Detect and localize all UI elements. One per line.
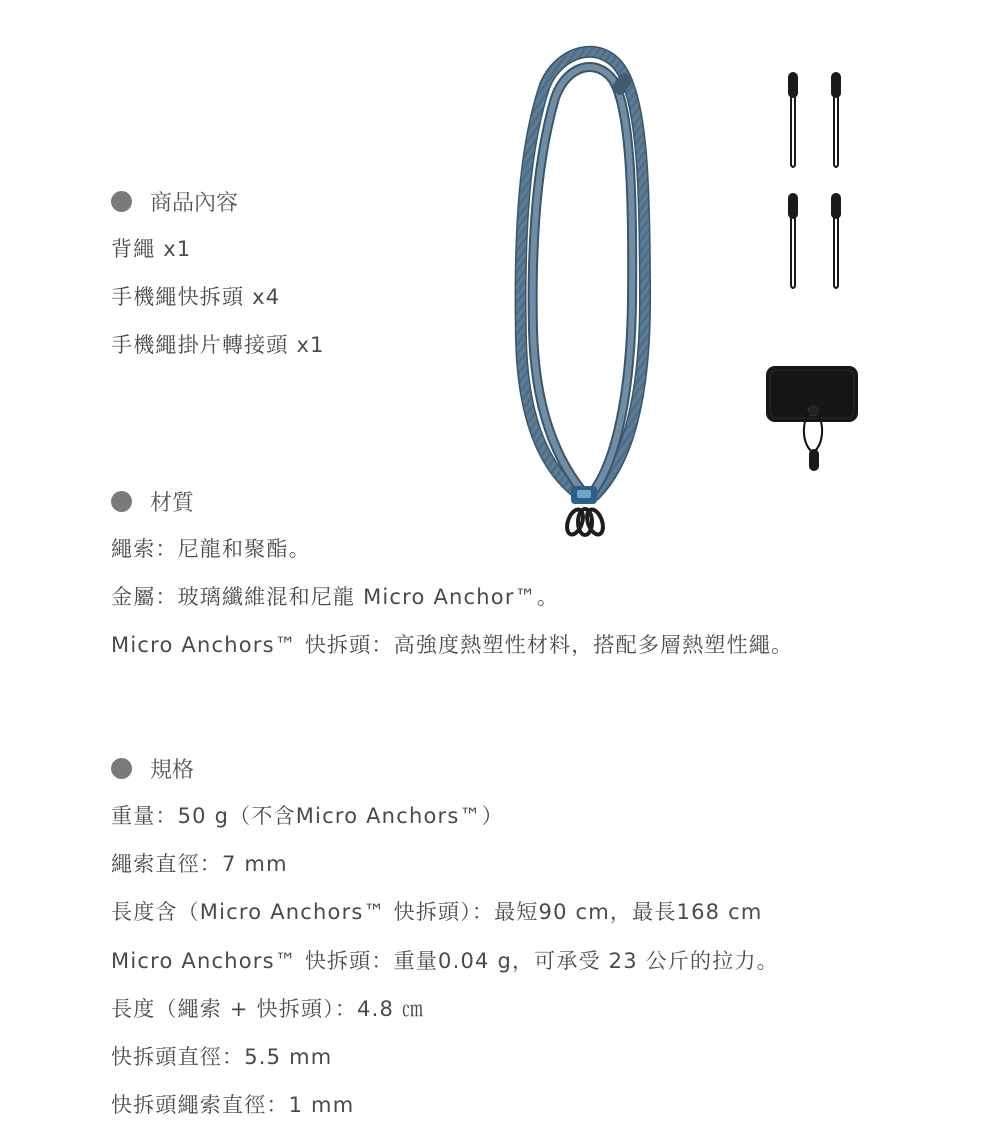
specs-heading (111, 753, 779, 783)
material-item: 繩索：尼龍和聚酯。 (111, 537, 311, 561)
spec-item: Micro Anchors™ 快拆頭：重量0.04 g，可承受 23 公斤的拉力。 (111, 948, 779, 973)
section-material (111, 486, 793, 670)
spec-item: 快拆頭繩索直徑：1 mm (111, 1093, 355, 1118)
bullet-icon (111, 491, 132, 512)
contents-list (111, 225, 325, 370)
section-contents (111, 186, 325, 370)
material-item: Micro Anchors™ 快拆頭：高強度熱塑性材料，搭配多層熱塑性繩。 (111, 633, 794, 658)
contents-item: 手機繩快拆頭 x4 (111, 285, 281, 310)
material-heading (111, 486, 793, 516)
contents-heading (111, 186, 325, 216)
contents-heading-text: 商品內容 (150, 190, 239, 216)
bullet-icon (111, 191, 132, 212)
tether-patch-illustration (765, 365, 860, 475)
spec-item: 繩索直徑：7 mm (111, 852, 288, 877)
spec-item: 快拆頭直徑：5.5 mm (111, 1044, 333, 1069)
material-item: 金屬：玻璃纖維混和尼龍 Micro Anchor™。 (111, 585, 560, 610)
material-list (111, 525, 793, 670)
spec-item: 重量：50 g（不含Micro Anchors™） (111, 804, 504, 828)
bullet-icon (111, 758, 132, 779)
material-heading-text: 材質 (150, 490, 195, 516)
specs-heading-text: 規格 (150, 757, 195, 783)
spec-item: 長度（繩索 + 快拆頭）：4.8 ㎝ (111, 996, 425, 1021)
contents-item: 背繩 x1 (111, 237, 192, 261)
specs-list (111, 792, 779, 1129)
section-specs (111, 753, 779, 1129)
sling-strap-illustration (505, 40, 665, 540)
spec-item: 長度含（Micro Anchors™ 快拆頭）：最短90 cm，最長168 cm (111, 900, 763, 925)
anchors-illustration (780, 70, 850, 295)
contents-item: 手機繩掛片轉接頭 x1 (111, 333, 325, 358)
